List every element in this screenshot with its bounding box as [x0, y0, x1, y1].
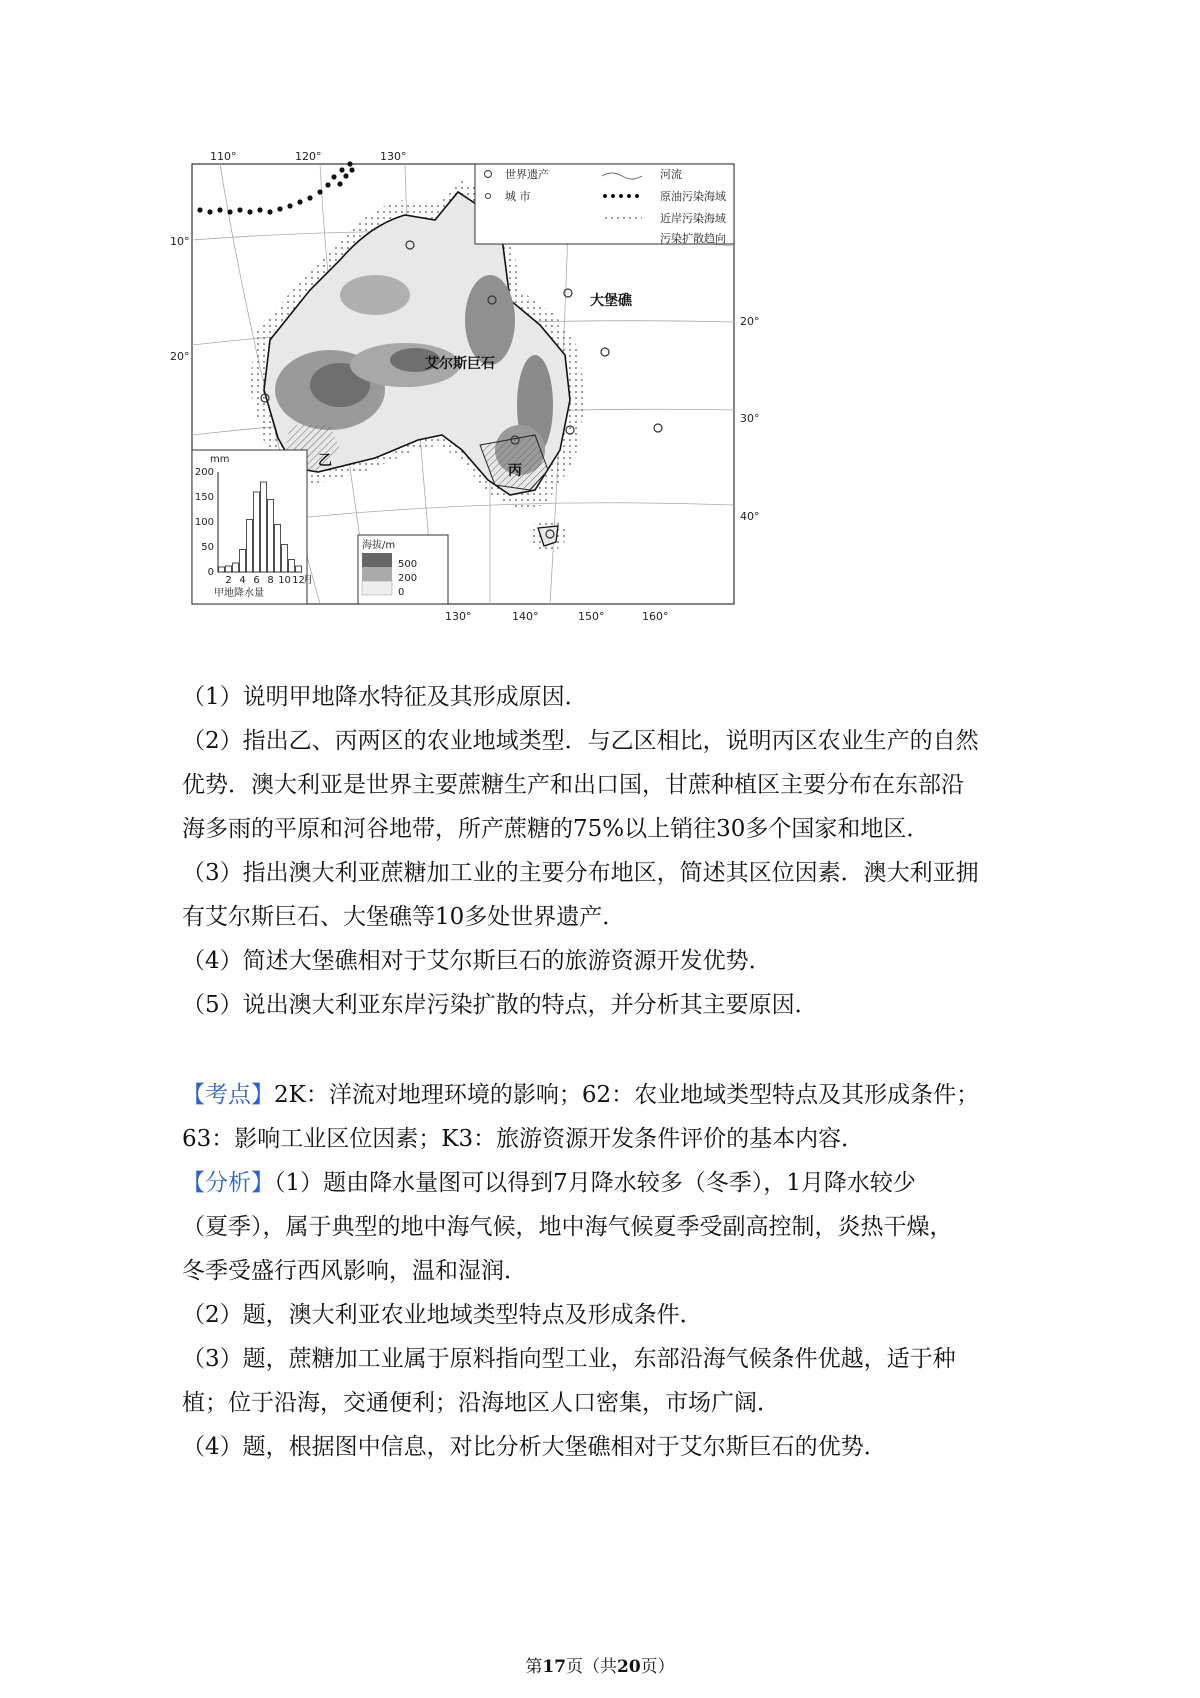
elevation-swatch-mid: [362, 567, 392, 581]
label-bing: 丙: [508, 463, 522, 479]
elevation-swatch-low: [362, 581, 392, 595]
rain-bar: [261, 482, 267, 572]
deg-right-20: 20°: [740, 315, 760, 328]
rain-x-unit: 月: [303, 575, 313, 586]
answer-2: （2）题，澳大利亚农业地域类型特点及形成条件．: [182, 1302, 703, 1328]
legend-coastal-symbol: [602, 214, 642, 220]
rain-bar: [247, 520, 253, 573]
legend-heritage: 世界遗产: [505, 168, 549, 181]
rain-bar: [219, 567, 225, 572]
fenxi-line-3: 冬季受盛行西风影响，温和湿润．: [182, 1258, 527, 1284]
kaodian-line-2: 63：影响工业区位因素；K3：旅游资源开发条件评价的基本内容．: [182, 1126, 865, 1152]
kaodian-line-1: [182, 1080, 1032, 1110]
footer-prefix: 第: [525, 1657, 543, 1677]
legend-oil: 原油污染海域: [660, 190, 726, 203]
rain-unit: mm: [210, 454, 230, 465]
footer-mid: 页（共: [566, 1657, 617, 1677]
deg-bottom-160: 160°: [642, 610, 669, 623]
rain-bar: [254, 492, 260, 572]
rain-y-tick: 150: [194, 492, 214, 503]
question-3-line-2: 有艾尔斯巨石、大堡礁等10多处世界遗产．: [182, 904, 626, 930]
rain-y-tick: 200: [194, 467, 214, 478]
deg-top-130: 130°: [380, 150, 407, 163]
deg-top-110: 110°: [210, 150, 237, 163]
kaodian-text-1: 2K：洋流对地理环境的影响；62：农业地域类型特点及其形成条件；: [274, 1082, 980, 1108]
deg-right-40: 40°: [740, 510, 760, 523]
elevation-title: 海拔/m: [362, 540, 396, 551]
question-5: （5）说出澳大利亚东岸污染扩散的特点，并分析其主要原因．: [182, 992, 818, 1018]
footer-suffix: 页）: [640, 1657, 675, 1677]
rain-title: 甲地降水量: [214, 588, 264, 599]
deg-bottom-140: 140°: [512, 610, 539, 623]
fenxi-line-1: [182, 1168, 1032, 1198]
footer-total: 20: [617, 1657, 641, 1677]
deg-bottom-150: 150°: [578, 610, 605, 623]
rain-bar: [268, 500, 274, 573]
rain-y-tick: 100: [194, 517, 214, 528]
rain-bar: [275, 525, 281, 573]
deg-top-120: 120°: [295, 150, 322, 163]
rain-x-tick: 8: [267, 575, 274, 586]
rain-bar: [226, 566, 232, 572]
label-yi: 乙: [318, 453, 332, 469]
question-2-line-3: 海多雨的平原和河谷地带，所产蔗糖的75%以上销往30多个国家和地区．: [182, 816, 930, 842]
rain-bar: [233, 563, 239, 572]
deg-left-20: 20°: [170, 350, 190, 363]
elevation-tick-0: 0: [398, 587, 405, 598]
rain-bar: [240, 550, 246, 573]
legend-coastal: 近岸污染海域: [660, 212, 726, 225]
elevation-swatch-high: [362, 553, 392, 567]
rain-x-tick: 12: [292, 575, 305, 586]
deg-bottom-130: 130°: [445, 610, 472, 623]
question-2-line-1: （2）指出乙、丙两区的农业地域类型．与乙区相比，说明丙区农业生产的自然: [182, 728, 979, 754]
answer-4: （4）题，根据图中信息，对比分析大堡礁相对于艾尔斯巨石的优势．: [182, 1434, 887, 1460]
answer-3-line-2: 植；位于沿海，交通便利；沿海地区人口密集，市场广阔．: [182, 1390, 780, 1416]
rain-bar: [289, 560, 295, 573]
legend-city: 城 市: [505, 190, 531, 203]
label-great-barrier-reef: 大堡礁: [590, 293, 632, 309]
page-footer: [0, 1652, 1200, 1677]
rain-x-tick: 2: [225, 575, 232, 586]
question-1: （1）说明甲地降水特征及其形成原因．: [182, 684, 588, 710]
australia-map: [170, 150, 810, 670]
footer-page: 17: [542, 1657, 566, 1677]
fenxi-line-2: （夏季），属于典型的地中海气候，地中海气候夏季受副高控制，炎热干燥，: [182, 1214, 953, 1240]
question-4: （4）简述大堡礁相对于艾尔斯巨石的旅游资源开发优势．: [182, 948, 772, 974]
rain-x-tick: 6: [253, 575, 260, 586]
rain-x-tick: 4: [239, 575, 246, 586]
label-uluru: 艾尔斯巨石: [425, 356, 495, 372]
fenxi-text-1: （1）题由降水量图可以得到7月降水较多（冬季），1月降水较少: [274, 1170, 916, 1196]
fenxi-label: 【分析】: [182, 1170, 274, 1196]
rain-x-tick: 10: [278, 575, 291, 586]
legend-spread: 污染扩散趋向: [660, 232, 726, 245]
rain-y-tick: 0: [207, 567, 214, 578]
australia-map-figure: [170, 150, 810, 670]
question-2-line-2: 优势．澳大利亚是世界主要蔗糖生产和出口国，甘蔗种植区主要分布在东部沿: [182, 772, 964, 798]
kaodian-label: 【考点】: [182, 1082, 274, 1108]
answer-3-line-1: （3）题，蔗糖加工业属于原料指向型工业，东部沿海气候条件优越，适于种: [182, 1346, 956, 1372]
question-3-line-1: （3）指出澳大利亚蔗糖加工业的主要分布地区，简述其区位因素．澳大利亚拥: [182, 860, 979, 886]
rain-bar: [296, 566, 302, 572]
elevation-tick-200: 200: [398, 573, 418, 584]
deg-left-10: 10°: [170, 235, 190, 248]
legend-river: 河流: [660, 168, 682, 181]
rain-y-tick: 50: [201, 542, 214, 553]
elevation-tick-500: 500: [398, 559, 418, 570]
deg-right-30: 30°: [740, 412, 760, 425]
rain-bar: [282, 545, 288, 573]
